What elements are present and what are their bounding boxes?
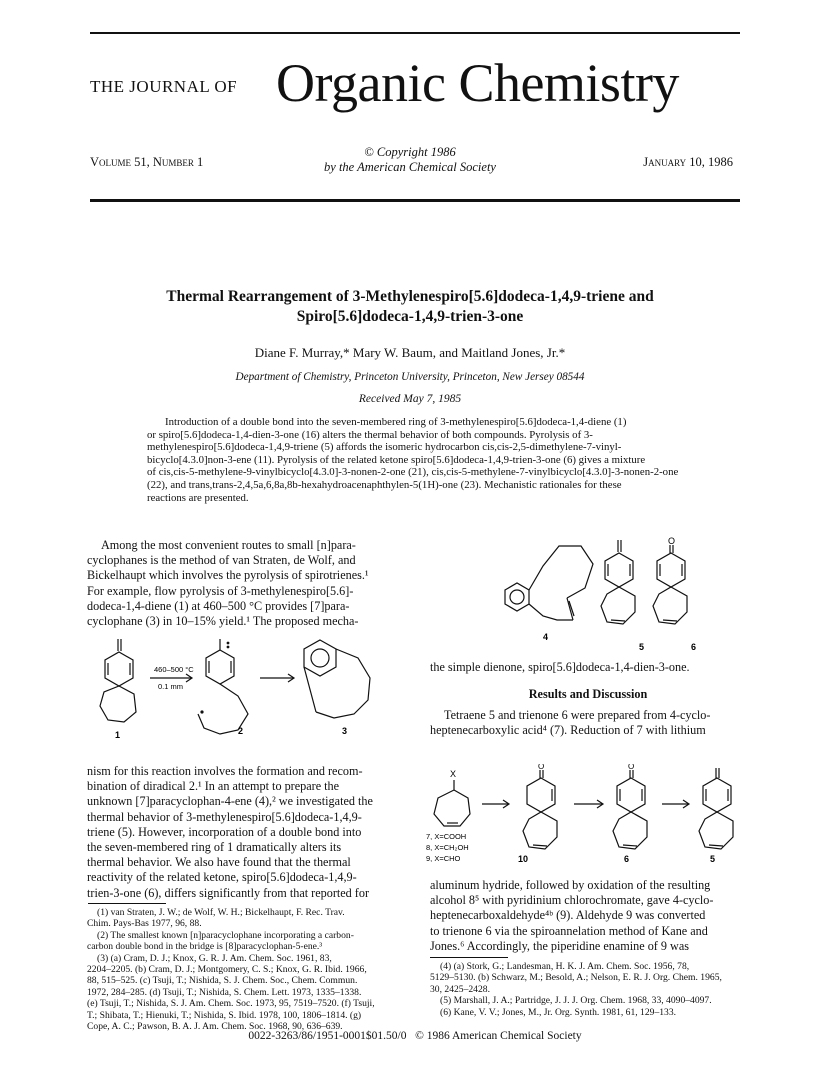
journal-name: Organic Chemistry xyxy=(276,53,679,113)
article-title xyxy=(120,287,700,327)
ring-seven xyxy=(613,812,647,849)
body-line: heptenecarboxylic acid⁴ (7). Reduction of 7 with lithium xyxy=(430,723,706,738)
footnote-line: 1972, 284–285. (d) Tsuji, T.; Nishida, S. Chem. Lett. 1973, 1335–1338. xyxy=(87,986,362,998)
journal-prefix: THE JOURNAL OF xyxy=(90,77,238,96)
received-date: Received May 7, 1985 xyxy=(358,393,462,405)
substituent-x: X xyxy=(450,769,457,779)
abstract-line: reactions are presented. xyxy=(147,491,249,504)
body-line: to trienone 6 via the spiroannelation method of Kane and xyxy=(430,923,708,938)
right-para-2 xyxy=(430,878,746,954)
body-line: Bickelhaupt which involves the pyrolysis of spirotrienes.¹ xyxy=(87,568,369,583)
body-line: bination of diradical 2.¹ In an attempt to prepare the xyxy=(87,779,340,794)
abstract-line: bicyclo[4.3.0]non-3-ene (11). Pyrolysis of the related ketone spiro[5.6]dodeca-1,4,9-trien-3-one (6) gives a mixture xyxy=(147,453,646,466)
volume-number: Volume 51, Number 1 xyxy=(90,155,204,169)
footnote-line: 5129–5130. (b) Schwarz, M.; Besold, A.; Nelson, E. R. J. Org. Chem. 1965, xyxy=(430,972,722,984)
legend-7: 7, X=COOH xyxy=(426,832,467,841)
footnote-line: (3) (a) Cram, D. J.; Knox, G. R. J. Am. Chem. Soc. 1961, 83, xyxy=(97,952,332,964)
ring-six xyxy=(105,652,133,686)
benzene-ring xyxy=(505,583,529,611)
body-line: trien-3-one (6), differs significantly from that reported for xyxy=(87,885,370,900)
body-line: For example, flow pyrolysis of 3-methylenespiro[5.6]- xyxy=(87,583,354,598)
radical-dot xyxy=(227,642,230,645)
body-line: Among the most convenient routes to small [n]para- xyxy=(101,538,356,552)
article-title-line-2: Spiro[5.6]dodeca-1,4,9-trien-3-one xyxy=(296,308,524,325)
radical-dot xyxy=(227,646,230,649)
footnote-line: (1) van Straten, J. W.; de Wolf, W. H.; Bickelhaupt, F. Rec. Trav. xyxy=(97,907,345,918)
conditions-pressure: 0.1 mm xyxy=(158,682,184,691)
footnote-line: 30, 2425–2428. xyxy=(430,983,490,995)
footnotes-left xyxy=(87,907,403,1032)
footnote-line: T.; Shibata, T.; Hienuki, T.; Nishida, S. Ibid. 1978, 100, 1806–1814. (g) xyxy=(87,1009,362,1021)
masthead-bottom-rule xyxy=(90,199,740,202)
ketone-oxygen: O xyxy=(668,536,676,546)
affiliation: Department of Chemistry, Princeton University, Princeton, New Jersey 08544 xyxy=(235,371,585,383)
ring-six xyxy=(703,778,731,812)
figure-compounds-4-5-6 xyxy=(485,536,721,654)
footnote-line: (2) The smallest known [n]paracyclophane incorporating a carbon- xyxy=(97,929,354,941)
copyright-block xyxy=(290,145,530,175)
abstract-line: of cis,cis-5-methylene-9-vinylbicyclo[4.3.0]-3-nonen-2-one (21), cis,cis-5-methylene-7-vinylbicyclo[4.3.0]-3-nonen-2-one xyxy=(147,466,679,479)
body-line: heptenecarboxaldehyde⁴ᵇ (9). Aldehyde 9 was converted xyxy=(430,908,706,923)
body-line: thermal behavior. We also have found that the thermal xyxy=(87,855,351,870)
ring-six xyxy=(617,778,645,812)
body-line: alcohol 8⁵ with pyridinium chlorochromate, gave 4-cyclo- xyxy=(430,893,714,908)
ring-seven xyxy=(523,812,557,849)
ring-six xyxy=(605,553,633,587)
scheme-2 xyxy=(426,764,746,864)
ring-seven xyxy=(699,812,733,849)
page-footer: 0022-3263/86/1951-0001$01.50/0 © 1986 American Chemical Society xyxy=(248,1030,582,1042)
scheme-1 xyxy=(88,634,404,752)
ring-seven xyxy=(601,587,635,624)
footnote-line: (6) Kane, V. V.; Jones, M., Jr. Org. Synth. 1981, 61, 129–133. xyxy=(440,1006,677,1018)
left-para-1 xyxy=(87,538,403,629)
footnote-line: Cope, A. C.; Pawson, B. A. J. Am. Chem. Soc. 1968, 90, 636–639. xyxy=(87,1021,343,1033)
conditions-temp: 460–500 °C xyxy=(154,665,194,674)
label-1: 1 xyxy=(115,730,121,740)
ring-seven xyxy=(434,790,470,826)
abstract xyxy=(147,416,680,504)
body-line: thermal behavior of 3-methylenespiro[5.6]dodeca-1,4,9- xyxy=(87,809,362,824)
footnote-line: 2204–2205. (b) Cram, D. J.; Montgomery, C. S.; Knox, G. R. Ibid. 1966, xyxy=(87,964,367,976)
abstract-line: methylenespiro[5.6]dodeca-1,4,9-triene (5) affords the isomeric hydrocarbon cis,cis-2,5-dimethylene-7-vinyl- xyxy=(147,441,622,454)
footnote-divider-right xyxy=(430,957,508,958)
masthead-top-rule xyxy=(90,32,740,34)
bridge xyxy=(316,649,370,718)
label-3: 3 xyxy=(342,726,348,736)
body-line: unknown [7]paracyclophan-4-ene (4),² we investigated the xyxy=(87,794,373,809)
body-line: Tetraene 5 and trienone 6 were prepared from 4-cyclo- xyxy=(444,708,711,722)
body-line: reactivity of the related ketone, spiro[5.6]dodeca-1,4,9- xyxy=(87,870,357,885)
footnote-divider-left xyxy=(88,903,166,904)
right-para-1 xyxy=(430,708,746,738)
label-10: 10 xyxy=(518,854,529,864)
article-title-line-1: Thermal Rearrangement of 3-Methylenespiro[5.6]dodeca-1,4,9-triene and xyxy=(166,288,654,305)
ring-six xyxy=(657,553,685,587)
authors: Diane F. Murray,* Mary W. Baum, and Maitland Jones, Jr.* xyxy=(254,345,566,360)
footnote-line: Chim. Pays-Bas 1977, 96, 88. xyxy=(87,918,202,930)
abstract-line: or spiro[5.6]dodeca-1,4-dien-3-one (16) alters the thermal behavior of both compounds. Pyrolysis of 3- xyxy=(147,428,593,441)
abstract-line: Introduction of a double bond into the seven-membered ring of 3-methylenespiro[5.6]dodeca-1,4-diene (1) xyxy=(165,416,627,428)
body-line: the seven-membered ring of 1 dramatically alters its xyxy=(87,840,342,855)
left-para-2 xyxy=(87,764,403,901)
label-5b: 5 xyxy=(710,854,716,864)
footnote-line: carbon double bond in the bridge is [8]paracyclophan-5-ene.³ xyxy=(87,941,323,953)
right-intro-line: the simple dienone, spiro[5.6]dodeca-1,4-dien-3-one. xyxy=(430,660,690,674)
copyright-line-1: © Copyright 1986 xyxy=(364,145,456,159)
section-heading: Results and Discussion xyxy=(528,687,648,701)
label-6b: 6 xyxy=(624,854,630,864)
legend-9: 9, X=CHO xyxy=(426,854,461,863)
bridge-upper xyxy=(529,546,593,598)
ketone-oxygen: O xyxy=(628,764,635,771)
footnote-line: (4) (a) Stork, G.; Landesman, H. K. J. Am. Chem. Soc. 1956, 78, xyxy=(440,961,690,972)
body-line: dodeca-1,4-diene (1) at 460–500 °C provides [7]para- xyxy=(87,598,350,613)
footnote-line: 88, 515–525. (c) Tsuji, T.; Nishida, S. J. Chem. Soc., Chem. Commun. xyxy=(87,975,358,987)
abstract-line: (22), and trans,trans-2,4,5a,6,8a,8b-hexahydroacenaphthylen-5(1H)-one (23). Mechanistic rationales for these xyxy=(147,478,622,491)
body-line: aluminum hydride, followed by oxidation of the resulting xyxy=(430,878,711,892)
footnote-line: (e) Tsuji, T.; Nishida, S. J. Am. Chem. Soc. 1973, 95, 7519–7520. (f) Tsuji, xyxy=(87,998,375,1010)
benzene-ring xyxy=(304,640,336,676)
legend-8: 8, X=CH₂OH xyxy=(426,843,469,852)
body-line: nism for this reaction involves the formation and recom- xyxy=(87,764,363,778)
ring-seven xyxy=(100,686,136,722)
label-5: 5 xyxy=(639,642,645,652)
ring-six-radical xyxy=(206,650,234,684)
ring-six xyxy=(527,778,555,812)
label-6: 6 xyxy=(691,642,697,652)
ring-seven xyxy=(653,587,687,624)
body-line: cyclophane (3) in 10–15% yield.¹ The proposed mecha- xyxy=(87,614,359,629)
label-4: 4 xyxy=(543,632,549,642)
body-line: cyclophanes is the method of van Straten, de Wolf, and xyxy=(87,553,356,568)
body-line: triene (5). However, incorporation of a double bond into xyxy=(87,824,362,839)
body-line: Jones.⁶ Accordingly, the piperidine enamine of 9 was xyxy=(430,938,689,953)
ketone-oxygen: O xyxy=(538,764,545,771)
bridge-lower xyxy=(529,604,573,620)
issue-date: January 10, 1986 xyxy=(643,155,733,169)
radical-dot xyxy=(200,710,203,713)
copyright-line-2: by the American Chemical Society xyxy=(324,160,496,174)
footnote-line: (5) Marshall, J. A.; Partridge, J. J. J. Org. Chem. 1968, 33, 4090–4097. xyxy=(440,995,712,1007)
footnotes-right xyxy=(430,961,746,1018)
label-2: 2 xyxy=(238,726,244,736)
